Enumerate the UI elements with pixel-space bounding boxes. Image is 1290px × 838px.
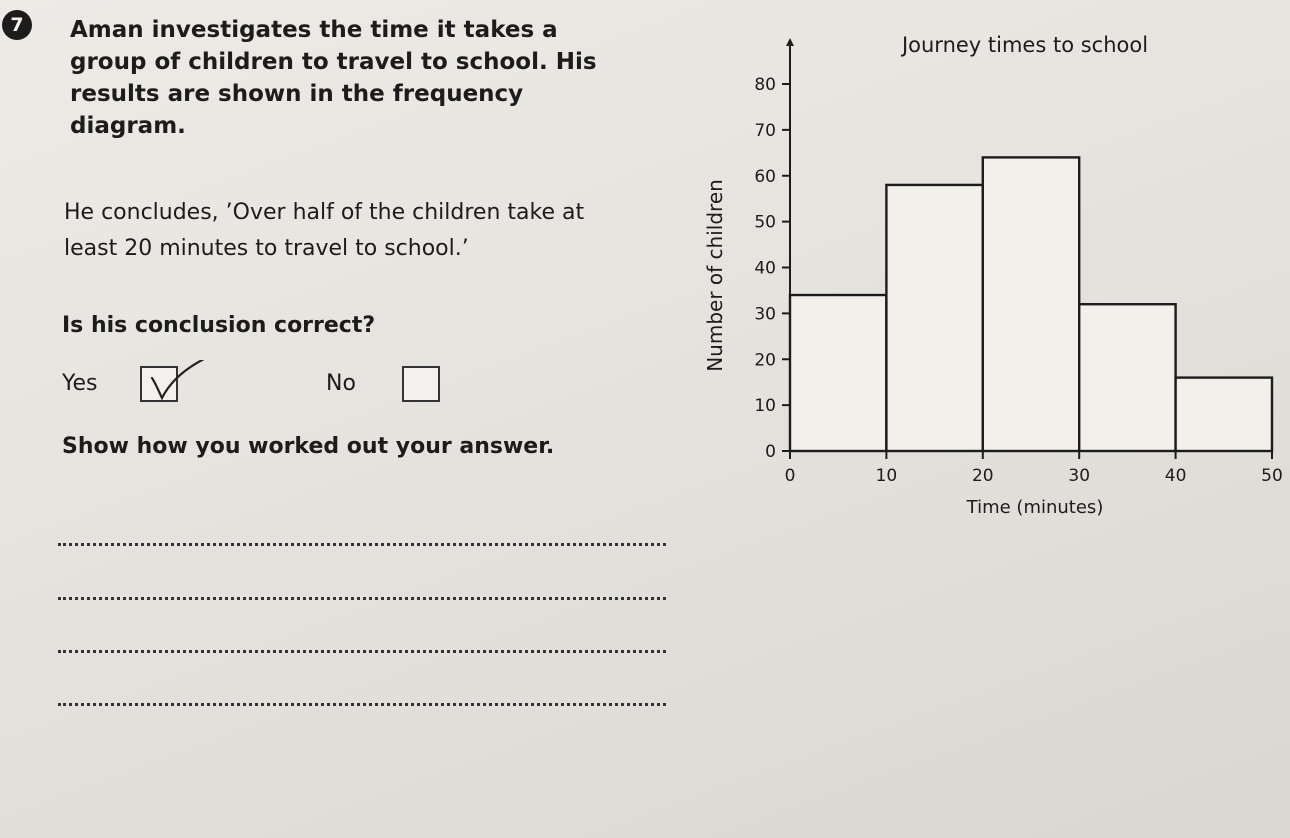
x-tick-label: 40 — [1164, 466, 1187, 486]
option-yes-label: Yes — [62, 371, 98, 396]
histogram-bar — [983, 157, 1079, 451]
y-tick-label: 70 — [754, 120, 776, 141]
histogram-bar — [790, 295, 886, 451]
x-tick-label: 20 — [971, 466, 994, 486]
y-tick-label: 10 — [754, 396, 776, 417]
histogram-bar — [1079, 304, 1175, 451]
question-number: 7 — [2, 10, 32, 40]
y-axis-label: Number of children — [703, 179, 727, 372]
question-prompt: Is his conclusion correct? — [62, 313, 376, 338]
y-tick-label: 80 — [754, 75, 776, 95]
histogram-bar — [1176, 378, 1272, 451]
y-tick-label: 0 — [765, 442, 776, 462]
y-tick-label: 20 — [754, 350, 776, 371]
y-tick-label: 30 — [754, 304, 776, 325]
x-tick-label: 10 — [875, 466, 898, 486]
working-instruction: Show how you worked out your answer. — [62, 434, 555, 459]
x-tick-label: 50 — [1261, 466, 1283, 486]
chart-title: Journey times to school — [901, 33, 1149, 57]
y-axis-arrow-icon — [786, 38, 794, 46]
y-tick-label: 40 — [754, 258, 776, 279]
question-conclusion: He concludes, ’Over half of the children take at least 20 minutes to travel to school.’ — [64, 200, 585, 261]
x-tick-label: 0 — [784, 466, 796, 486]
x-axis-label: Time (minutes) — [966, 497, 1104, 518]
question-intro: Aman investigates the time it takes a group of children to travel to school. His results are shown in the frequency diagram. — [70, 17, 597, 139]
y-tick-label: 50 — [754, 212, 776, 233]
option-no-label: No — [326, 371, 356, 396]
histogram-bar — [886, 185, 982, 451]
y-tick-label: 60 — [754, 166, 776, 187]
x-tick-label: 30 — [1068, 466, 1091, 486]
